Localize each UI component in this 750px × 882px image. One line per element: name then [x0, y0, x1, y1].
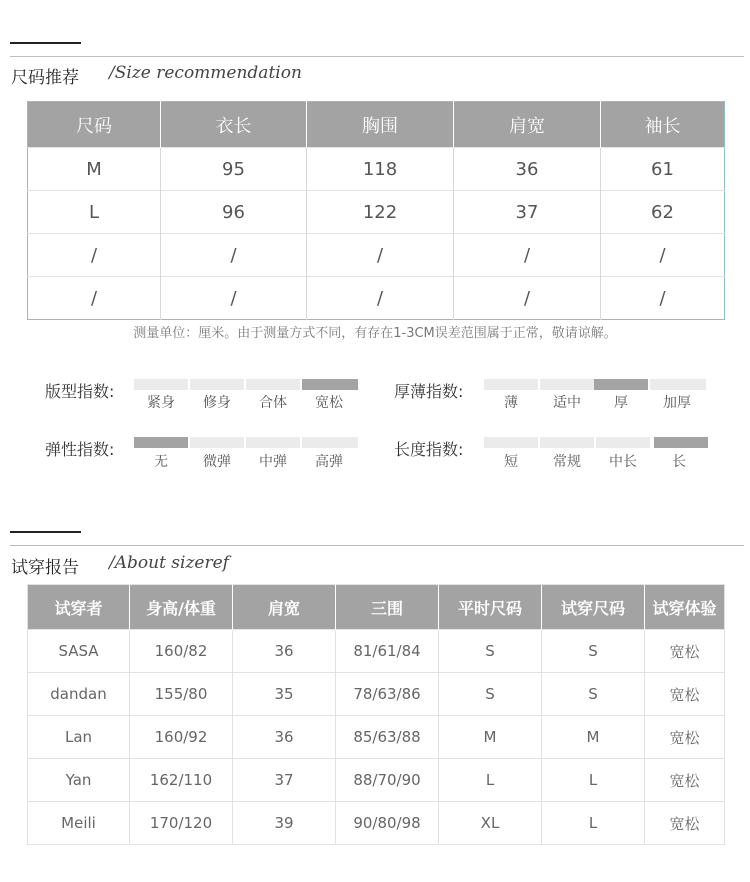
thickness-index-bar: [484, 379, 538, 390]
trial-cell: S: [542, 630, 645, 673]
trial-cell: SASA: [28, 630, 130, 673]
trial-table: [27, 584, 725, 845]
length-option: 长: [672, 454, 686, 470]
trial-cell: 88/70/90: [336, 759, 439, 802]
table-row: [28, 191, 725, 234]
size-cell: 118: [307, 148, 454, 191]
size-cell: M: [28, 148, 161, 191]
trial-header-cell: 肩宽: [233, 585, 336, 630]
trial-cell: 宽松: [645, 802, 725, 845]
size-cell: 122: [307, 191, 454, 234]
trial-cell: 155/80: [130, 673, 233, 716]
trial-header-cell: 试穿尺码: [542, 585, 645, 630]
table-row: [28, 148, 725, 191]
thickness-option: 加厚: [663, 395, 691, 411]
trial-section-rule-light: [10, 545, 744, 546]
size-cell: /: [307, 234, 454, 277]
table-row: [28, 673, 725, 716]
trial-cell: S: [439, 673, 542, 716]
thickness-option: 厚: [614, 395, 628, 411]
elasticity-option: 高弹: [315, 454, 343, 470]
trial-cell: 39: [233, 802, 336, 845]
trial-cell: 37: [233, 759, 336, 802]
size-section-title: 尺码推荐: [11, 68, 79, 88]
fit-index-label: 版型指数:: [45, 382, 115, 401]
size-section-subtitle: /Size recommendation: [109, 63, 302, 83]
size-cell: /: [601, 277, 725, 320]
trial-cell: L: [439, 759, 542, 802]
trial-cell: 宽松: [645, 716, 725, 759]
measurement-note: 测量单位：厘米。由于测量方式不同，有存在1-3CM误差范围属于正常，敬请谅解。: [133, 326, 617, 341]
thickness-index-bar: [540, 379, 594, 390]
size-cell: /: [454, 234, 601, 277]
trial-cell: XL: [439, 802, 542, 845]
trial-cell: 162/110: [130, 759, 233, 802]
size-cell: 62: [601, 191, 725, 234]
thickness-index-bar: [650, 379, 706, 390]
fit-index-bar: [302, 379, 358, 390]
length-index-label: 长度指数:: [394, 440, 464, 459]
table-row: [28, 802, 725, 845]
size-cell: 36: [454, 148, 601, 191]
trial-cell: 85/63/88: [336, 716, 439, 759]
trial-cell: 35: [233, 673, 336, 716]
trial-cell: 90/80/98: [336, 802, 439, 845]
size-header-cell: 尺码: [28, 102, 161, 148]
elasticity-option: 无: [154, 454, 168, 470]
fit-index-bar: [190, 379, 244, 390]
size-header-cell: 肩宽: [454, 102, 601, 148]
size-cell: 61: [601, 148, 725, 191]
elasticity-index-bar: [302, 437, 358, 448]
size-cell: 96: [161, 191, 307, 234]
fit-option: 紧身: [147, 395, 175, 411]
trial-cell: 160/82: [130, 630, 233, 673]
size-cell: 95: [161, 148, 307, 191]
size-cell: /: [601, 234, 725, 277]
trial-cell: Yan: [28, 759, 130, 802]
trial-cell: M: [542, 716, 645, 759]
size-section-rule-light: [10, 56, 744, 57]
length-index-bar: [596, 437, 650, 448]
trial-table-header: [28, 585, 725, 630]
length-index-bar: [654, 437, 708, 448]
size-header-cell: 胸围: [307, 102, 454, 148]
elasticity-index-bar: [246, 437, 300, 448]
trial-cell: 36: [233, 630, 336, 673]
elasticity-option: 微弹: [203, 454, 231, 470]
fit-option: 合体: [259, 395, 287, 411]
length-option: 中长: [609, 454, 637, 470]
length-index-bar: [484, 437, 538, 448]
thickness-index-label: 厚薄指数:: [394, 382, 464, 401]
trial-cell: S: [542, 673, 645, 716]
trial-cell: 宽松: [645, 759, 725, 802]
trial-cell: 81/61/84: [336, 630, 439, 673]
trial-cell: 78/63/86: [336, 673, 439, 716]
trial-cell: 170/120: [130, 802, 233, 845]
size-header-cell: 衣长: [161, 102, 307, 148]
size-table-header: [28, 102, 725, 148]
size-cell: /: [28, 234, 161, 277]
size-cell: /: [307, 277, 454, 320]
size-cell: /: [28, 277, 161, 320]
length-option: 短: [504, 454, 518, 470]
trial-header-cell: 身高/体重: [130, 585, 233, 630]
fit-index-bar: [134, 379, 188, 390]
size-cell: L: [28, 191, 161, 234]
table-row: [28, 716, 725, 759]
trial-cell: Lan: [28, 716, 130, 759]
elasticity-option: 中弹: [259, 454, 287, 470]
fit-option: 宽松: [315, 395, 343, 411]
trial-cell: 160/92: [130, 716, 233, 759]
fit-index-bar: [246, 379, 300, 390]
length-index-bar: [540, 437, 594, 448]
trial-cell: 宽松: [645, 630, 725, 673]
trial-section-subtitle: /About sizeref: [109, 553, 229, 573]
trial-cell: 36: [233, 716, 336, 759]
size-cell: 37: [454, 191, 601, 234]
trial-section-rule-dark: [10, 531, 81, 533]
trial-header-cell: 试穿者: [28, 585, 130, 630]
trial-header-cell: 平时尺码: [439, 585, 542, 630]
thickness-index-bar: [594, 379, 648, 390]
fit-option: 修身: [203, 395, 231, 411]
trial-cell: M: [439, 716, 542, 759]
trial-section-title: 试穿报告: [11, 558, 79, 578]
length-option: 常规: [553, 454, 581, 470]
table-row: [28, 630, 725, 673]
size-cell: /: [161, 277, 307, 320]
size-section-rule-dark: [10, 42, 81, 44]
size-header-cell: 袖长: [601, 102, 725, 148]
size-cell: /: [161, 234, 307, 277]
elasticity-index-label: 弹性指数:: [45, 440, 115, 459]
size-cell: /: [454, 277, 601, 320]
table-row: [28, 759, 725, 802]
size-table: [27, 101, 725, 320]
table-row: [28, 277, 725, 320]
trial-header-cell: 试穿体验: [645, 585, 725, 630]
thickness-option: 薄: [504, 395, 518, 411]
trial-cell: 宽松: [645, 673, 725, 716]
trial-cell: S: [439, 630, 542, 673]
elasticity-index-bar: [190, 437, 244, 448]
thickness-option: 适中: [553, 395, 581, 411]
trial-cell: L: [542, 759, 645, 802]
table-row: [28, 234, 725, 277]
trial-header-cell: 三围: [336, 585, 439, 630]
trial-cell: L: [542, 802, 645, 845]
trial-cell: dandan: [28, 673, 130, 716]
trial-cell: Meili: [28, 802, 130, 845]
elasticity-index-bar: [134, 437, 188, 448]
